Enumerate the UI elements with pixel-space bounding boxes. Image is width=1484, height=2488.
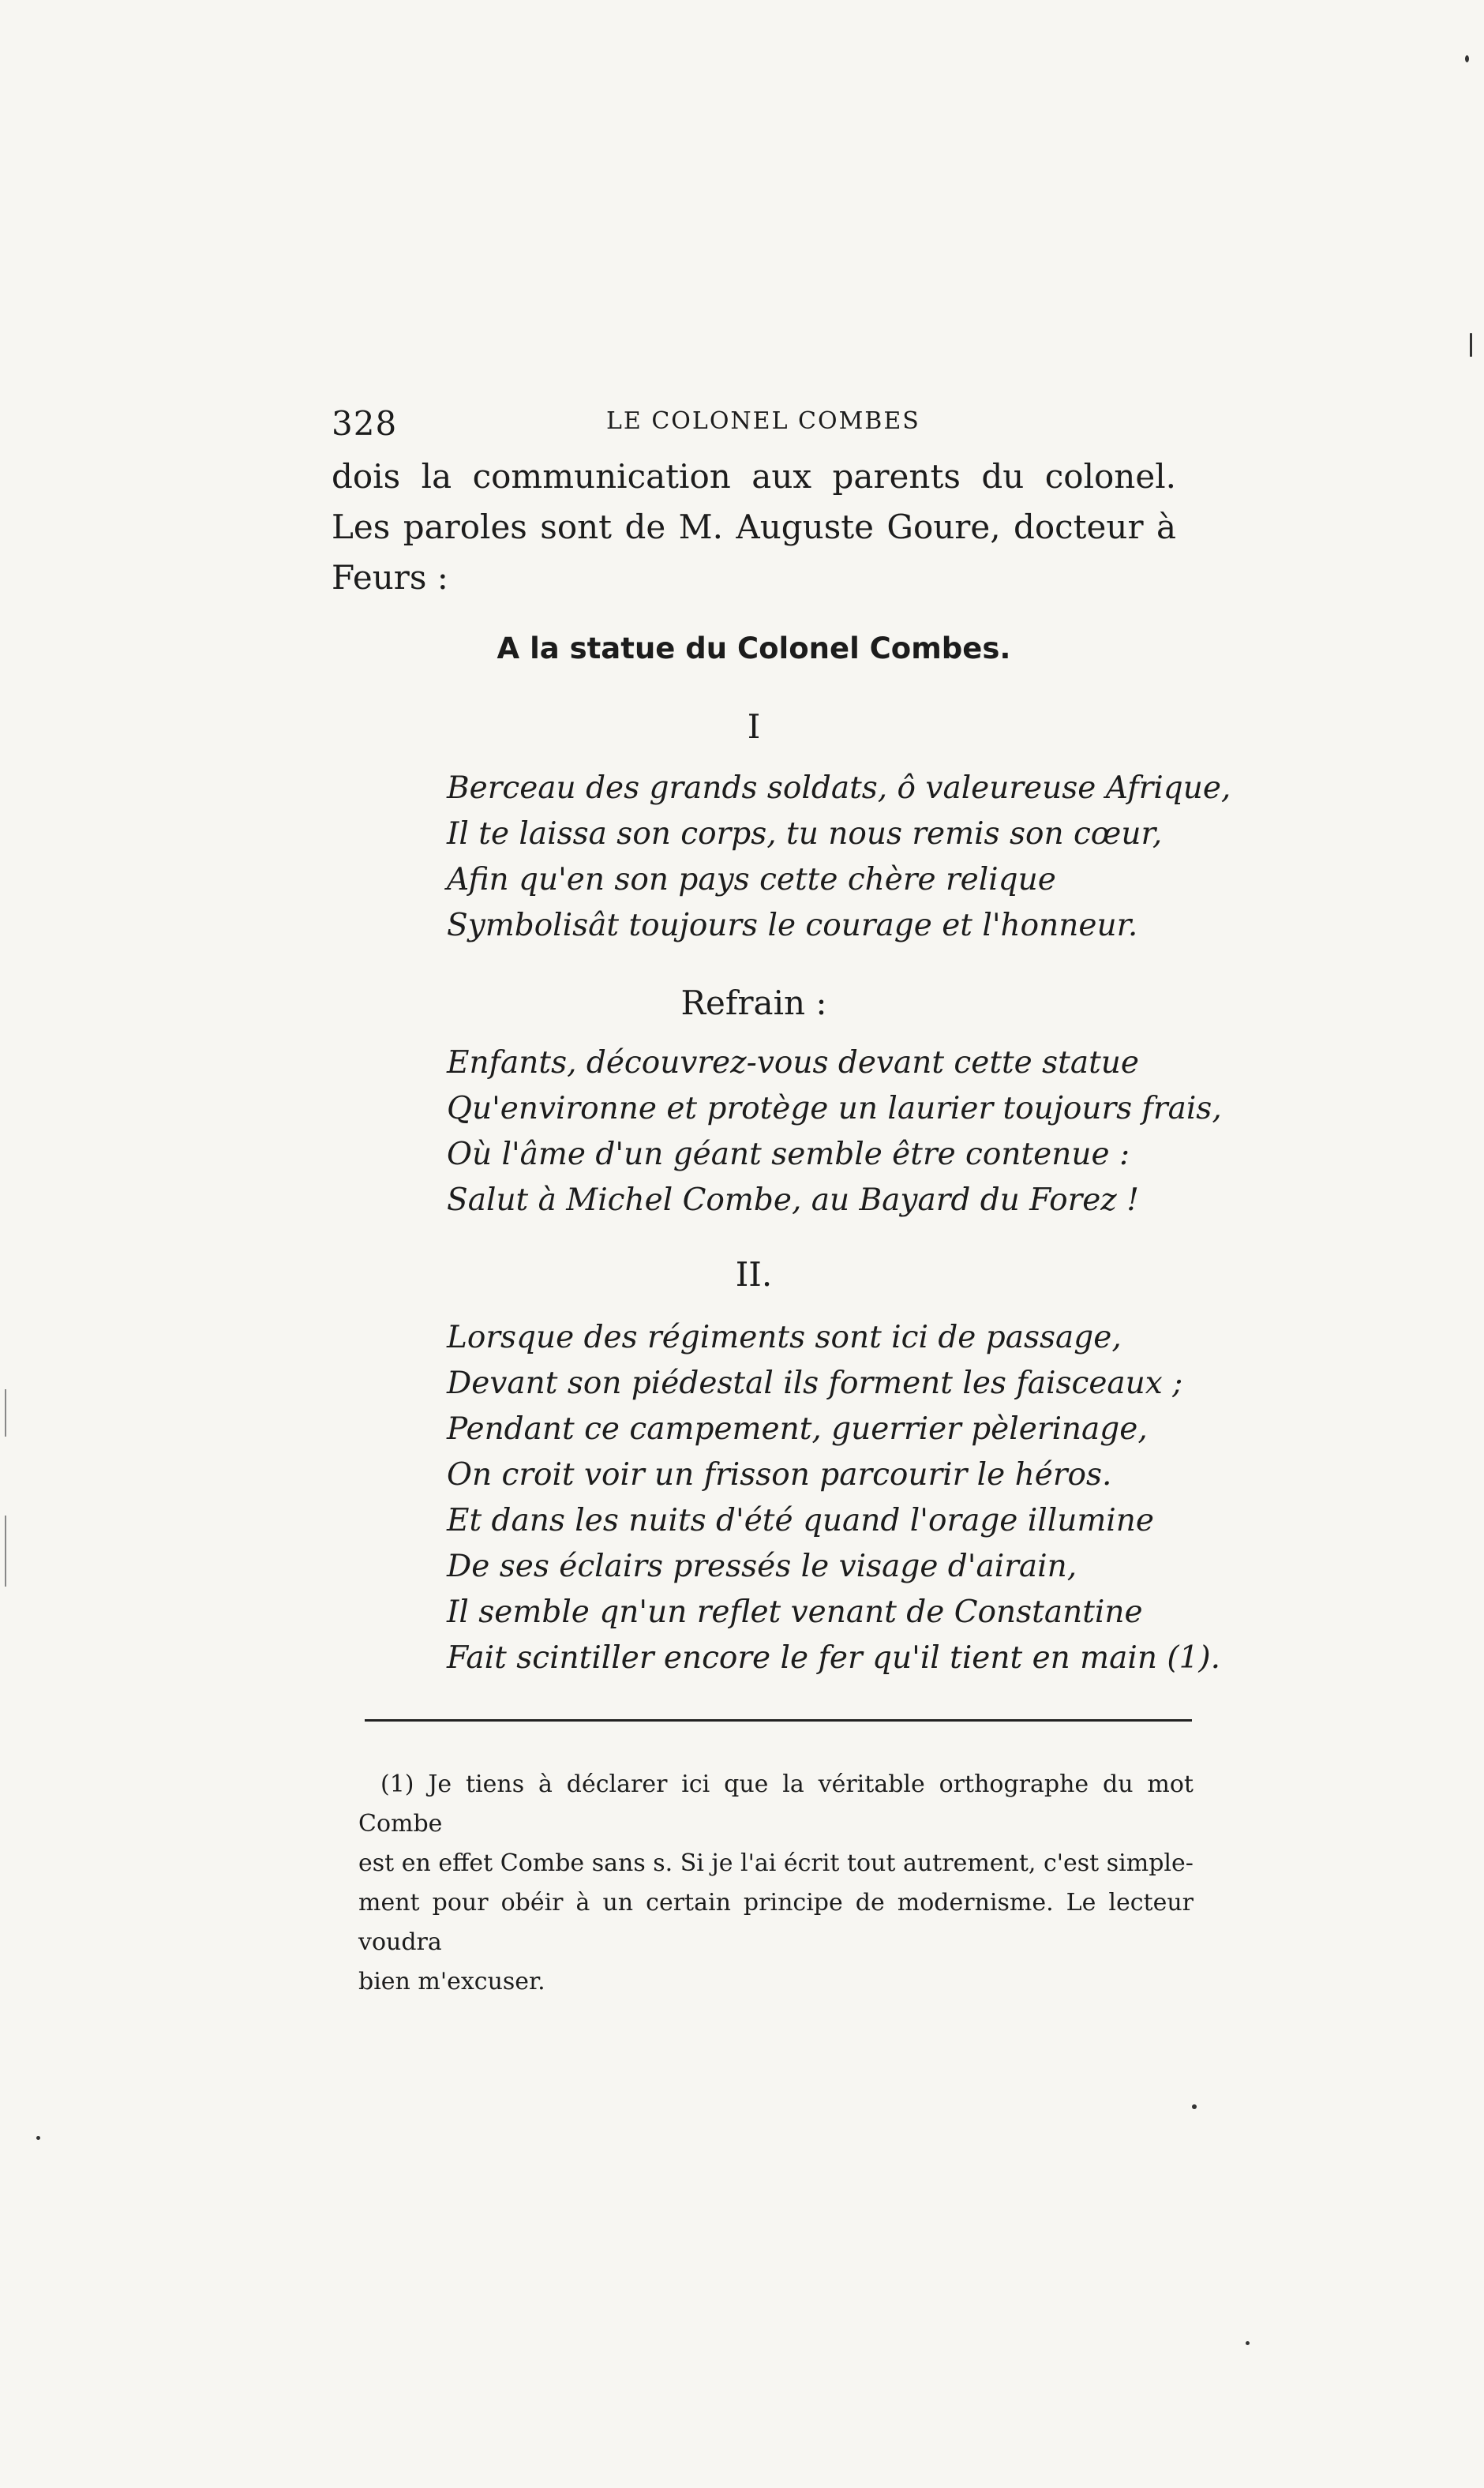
refrain	[447, 1040, 1222, 1223]
verse-line: Où l'âme d'un géant semble être contenue :	[447, 1137, 1130, 1172]
verse-line: Devant son piédestal ils forment les faisceaux ;	[447, 1366, 1183, 1401]
verse-line: Afin qu'en son pays cette chère relique	[447, 862, 1056, 897]
verse-line: Berceau des grands soldats, ô valeureuse Afrique,	[447, 770, 1231, 806]
scan-edge-line	[5, 1516, 6, 1587]
verse-line: Lorsque des régiments sont ici de passage,	[447, 1320, 1122, 1355]
footnote-line: bien m'excuser.	[358, 1968, 545, 1995]
verse-line: Salut à Michel Combe, au Bayard du Forez !	[447, 1182, 1139, 1218]
verse-line: On croit voir un frisson parcourir le héros.	[447, 1457, 1112, 1493]
footnote	[358, 1765, 1194, 2002]
scan-speck	[36, 2136, 40, 2140]
footnote-line: est en effet Combe sans s. Si je l'ai écrit tout autrement, c'est simple-	[358, 1849, 1194, 1877]
verse-line: Il semble qn'un reflet venant de Constantine	[447, 1594, 1143, 1630]
page-number: 328	[332, 404, 398, 443]
footnote-line: (1) Je tiens à déclarer ici que la véritable orthographe du mot Combe	[358, 1770, 1194, 1838]
scan-edge-line	[5, 1389, 6, 1437]
verse-line: Et dans les nuits d'été quand l'orage illumine	[447, 1503, 1154, 1538]
scan-speck	[1246, 2341, 1250, 2345]
stanza-2	[447, 1315, 1220, 1681]
footnote-line: ment pour obéir à un certain principe de modernisme. Le lecteur voudra	[358, 1889, 1194, 1956]
verse-line: Enfants, découvrez-vous devant cette statue	[447, 1045, 1139, 1081]
verse-line: Pendant ce campement, guerrier pèlerinage,	[447, 1411, 1148, 1447]
footnote-rule	[365, 1719, 1192, 1722]
section-label-1: I	[747, 707, 761, 746]
intro-paragraph: dois la communication aux parents du colonel. Les paroles sont de M. Auguste Goure, docteur à Feurs :	[332, 457, 1176, 597]
verse-line: Il te laissa son corps, tu nous remis son cœur,	[447, 816, 1163, 852]
scan-speck	[1465, 55, 1469, 62]
scan-speck	[1192, 2104, 1197, 2109]
verse-line: Qu'environne et protège un laurier toujours frais,	[447, 1091, 1222, 1126]
scan-speck	[1470, 333, 1472, 357]
verse-line: Symbolisât toujours le courage et l'honneur.	[447, 908, 1138, 943]
stanza-1	[447, 766, 1231, 949]
verse-line: De ses éclairs pressés le visage d'airain,	[447, 1549, 1077, 1584]
refrain-label: Refrain :	[680, 984, 827, 1022]
section-label-2: II.	[735, 1255, 773, 1294]
running-head: LE COLONEL COMBES	[606, 407, 920, 435]
verse-line: Fait scintiller encore le fer qu'il tient en main (1).	[447, 1640, 1221, 1676]
poem-title: A la statue du Colonel Combes.	[497, 631, 1011, 665]
